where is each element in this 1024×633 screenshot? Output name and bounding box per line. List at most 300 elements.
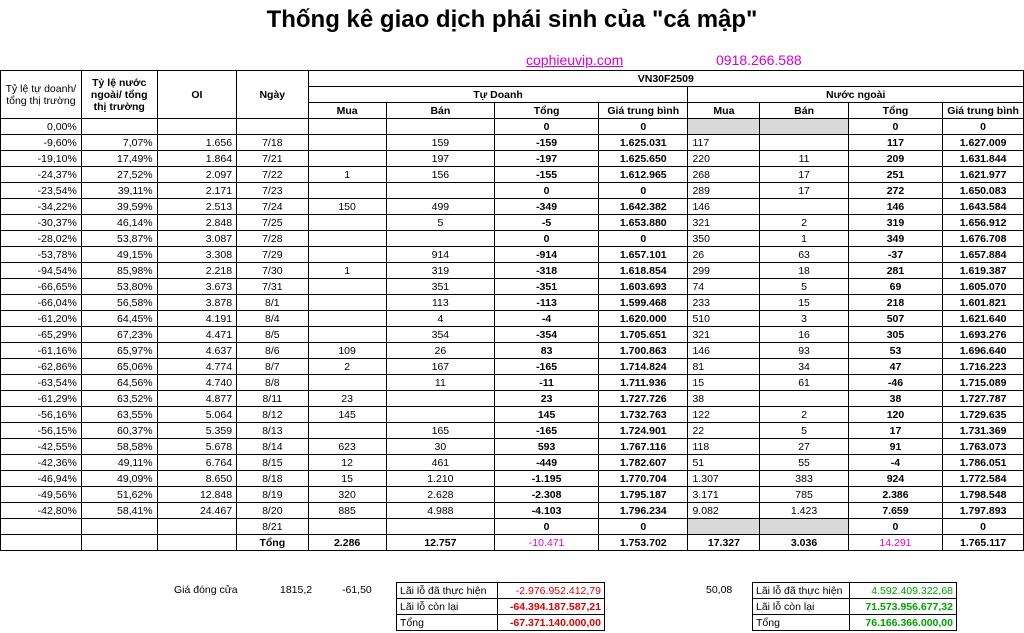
cell-ratio-td: -23,54% [1, 183, 82, 199]
cell-td-buy [308, 295, 386, 311]
header-date: Ngày [237, 71, 309, 119]
cell-nn-buy: 289 [688, 183, 760, 199]
td-remaining-label: Lãi lỗ còn lại [397, 599, 498, 615]
cell-ratio-td: -61,20% [1, 311, 82, 327]
cell-nn-buy: 26 [688, 247, 760, 263]
cell-ratio-td: -34,22% [1, 199, 82, 215]
header-td-buy: Mua [308, 103, 386, 119]
cell-nn-avg: 1.786.051 [943, 455, 1024, 471]
cell-ratio-td: -53,78% [1, 247, 82, 263]
cell-td-total: -449 [495, 455, 599, 471]
cell-nn-buy: 81 [688, 359, 760, 375]
cell-ratio-nn: 53,87% [81, 231, 157, 247]
cell-td-total: -11 [495, 375, 599, 391]
cell-nn-total: 38 [848, 391, 942, 407]
cell-td-avg: 1.727.726 [599, 391, 688, 407]
cell-td-sell [386, 183, 494, 199]
cell-nn-sell: 11 [760, 151, 848, 167]
cell-td-buy [308, 151, 386, 167]
cell-oi: 2.848 [157, 215, 236, 231]
cell-td-sell [386, 119, 494, 135]
cell-ratio-td: -56,16% [1, 407, 82, 423]
cell-nn-sell: 383 [760, 471, 848, 487]
table-row [1, 231, 1024, 247]
cell-ratio-nn: 53,80% [81, 279, 157, 295]
cell-ratio-td: -28,02% [1, 231, 82, 247]
cell-td-buy: 1 [308, 167, 386, 183]
cell-td-sell: 914 [386, 247, 494, 263]
cell-nn-total: 7.659 [848, 503, 942, 519]
cell-ratio-td: -42,80% [1, 503, 82, 519]
cell-td-sell [386, 231, 494, 247]
cell-ratio-nn: 85,98% [81, 263, 157, 279]
cell-nn-total: 251 [848, 167, 942, 183]
cell-nn-buy: 3.171 [688, 487, 760, 503]
cell-nn-sell: 2 [760, 215, 848, 231]
cell-ratio-td: -66,65% [1, 279, 82, 295]
cell-td-total: 0 [495, 119, 599, 135]
cell-td-buy [308, 183, 386, 199]
cell-td-avg: 1.657.101 [599, 247, 688, 263]
cell-oi: 6.764 [157, 455, 236, 471]
cell-date: 8/15 [237, 455, 309, 471]
cell-nn-buy: 9.082 [688, 503, 760, 519]
header-nn-sell: Bán [760, 103, 848, 119]
cell-td-avg: 1.782.607 [599, 455, 688, 471]
table-row [1, 327, 1024, 343]
cell-date: 7/18 [237, 135, 309, 151]
cell-td-buy: 12 [308, 455, 386, 471]
cell-td-avg: 1.603.693 [599, 279, 688, 295]
cell-td-avg: 0 [599, 119, 688, 135]
table-row [1, 167, 1024, 183]
cell-td-buy: 150 [308, 199, 386, 215]
cell-td-buy [308, 247, 386, 263]
cell-oi [157, 519, 236, 535]
nn-realized-value: 4.592.409.322,68 [850, 583, 957, 599]
cell-nn-total: 2.386 [848, 487, 942, 503]
cell-oi: 4.877 [157, 391, 236, 407]
cell-date: 7/23 [237, 183, 309, 199]
cell-nn-avg: 0 [943, 119, 1024, 135]
cell-td-total: -4.103 [495, 503, 599, 519]
cell-td-sell: 4.988 [386, 503, 494, 519]
cell-date: 7/21 [237, 151, 309, 167]
nn-remaining-label: Lãi lỗ còn lại [753, 599, 850, 615]
cell-nn-total: 91 [848, 439, 942, 455]
cell-nn-buy: 51 [688, 455, 760, 471]
cell-td-total: -2.308 [495, 487, 599, 503]
cell-td-total: -159 [495, 135, 599, 151]
cell-nn-avg: 1.657.884 [943, 247, 1024, 263]
cell-ratio-td: -63,54% [1, 375, 82, 391]
cell-td-buy: 109 [308, 343, 386, 359]
cell-td-buy: 1 [308, 263, 386, 279]
cell-date: 7/22 [237, 167, 309, 183]
totals-nn-avg: 1.765.117 [943, 535, 1024, 551]
cell-nn-sell: 5 [760, 423, 848, 439]
cell-td-total: 0 [495, 183, 599, 199]
cell-ratio-nn: 56,58% [81, 295, 157, 311]
cell-nn-total: 17 [848, 423, 942, 439]
cell-td-sell: 167 [386, 359, 494, 375]
cell-nn-buy: 117 [688, 135, 760, 151]
cell-oi: 2.513 [157, 199, 236, 215]
cell-ratio-nn: 58,41% [81, 503, 157, 519]
cell-td-sell: 26 [386, 343, 494, 359]
cell-nn-avg: 1.798.548 [943, 487, 1024, 503]
cell-nn-avg: 1.727.787 [943, 391, 1024, 407]
cell-ratio-nn: 49,11% [81, 455, 157, 471]
cell-nn-avg: 1.627.009 [943, 135, 1024, 151]
header-td-sell: Bán [386, 103, 494, 119]
cell-nn-sell [760, 199, 848, 215]
cell-ratio-nn [81, 119, 157, 135]
td-remaining-value: -64.394.187.587,21 [498, 599, 605, 615]
cell-td-buy [308, 231, 386, 247]
cell-nn-sell: 34 [760, 359, 848, 375]
cell-td-avg: 1.796.234 [599, 503, 688, 519]
cell-ratio-td: -61,29% [1, 391, 82, 407]
close-price-value: 1815,2 [280, 584, 313, 596]
cell-nn-buy: 321 [688, 327, 760, 343]
nn-pnl-table [752, 582, 957, 631]
header-oi: OI [157, 71, 236, 119]
cell-nn-buy: 22 [688, 423, 760, 439]
cell-nn-total: 319 [848, 215, 942, 231]
cell-nn-buy: 350 [688, 231, 760, 247]
table-row [1, 375, 1024, 391]
table-row [1, 503, 1024, 519]
cell-oi: 12.848 [157, 487, 236, 503]
cell-td-avg: 1.700.863 [599, 343, 688, 359]
close-price-label: Giá đóng cửa [174, 584, 238, 596]
cell-oi: 2.097 [157, 167, 236, 183]
cell-nn-total: -4 [848, 455, 942, 471]
cell-nn-buy: 1.307 [688, 471, 760, 487]
cell-ratio-nn: 65,97% [81, 343, 157, 359]
cell-date: 7/24 [237, 199, 309, 215]
cell-nn-buy [688, 119, 760, 135]
cell-ratio-td: -46,94% [1, 471, 82, 487]
cell-date: 8/18 [237, 471, 309, 487]
cell-nn-avg: 1.601.821 [943, 295, 1024, 311]
totals-nn-sell: 3.036 [760, 535, 848, 551]
cell-nn-sell: 17 [760, 183, 848, 199]
cell-nn-sell: 5 [760, 279, 848, 295]
cell-td-total: 145 [495, 407, 599, 423]
cell-ratio-nn: 60,37% [81, 423, 157, 439]
cell-td-avg: 1.625.031 [599, 135, 688, 151]
table-row [1, 391, 1024, 407]
cell-td-total: -165 [495, 359, 599, 375]
cell-ratio-nn: 64,56% [81, 375, 157, 391]
cell-td-sell: 4 [386, 311, 494, 327]
cell-td-sell [386, 519, 494, 535]
cell-ratio-nn: 63,55% [81, 407, 157, 423]
cell-td-avg: 1.711.936 [599, 375, 688, 391]
cell-date [237, 119, 309, 135]
cell-nn-buy: 268 [688, 167, 760, 183]
cell-ratio-td: -9,60% [1, 135, 82, 151]
cell-td-buy: 145 [308, 407, 386, 423]
cell-date: 8/1 [237, 295, 309, 311]
header-nn-avg: Giá trung bình [943, 103, 1024, 119]
cell-td-sell: 113 [386, 295, 494, 311]
header-td-avg: Giá trung bình [599, 103, 688, 119]
cell-td-buy: 623 [308, 439, 386, 455]
cell-nn-buy [688, 519, 760, 535]
cell-nn-total: 281 [848, 263, 942, 279]
totals-empty [81, 535, 157, 551]
cell-nn-sell: 785 [760, 487, 848, 503]
cell-nn-buy: 118 [688, 439, 760, 455]
totals-td-total: -10.471 [495, 535, 599, 551]
totals-nn-buy: 17.327 [688, 535, 760, 551]
cell-nn-total: 0 [848, 519, 942, 535]
cell-td-buy [308, 119, 386, 135]
cell-nn-avg: 1.656.912 [943, 215, 1024, 231]
table-row [1, 135, 1024, 151]
cell-oi: 5.064 [157, 407, 236, 423]
cell-nn-buy: 74 [688, 279, 760, 295]
cell-date: 8/8 [237, 375, 309, 391]
cell-td-avg: 1.599.468 [599, 295, 688, 311]
cell-nn-sell: 1 [760, 231, 848, 247]
cell-td-sell: 499 [386, 199, 494, 215]
cell-td-avg: 1.705.651 [599, 327, 688, 343]
cell-nn-sell: 2 [760, 407, 848, 423]
table-row [1, 247, 1024, 263]
cell-td-sell: 319 [386, 263, 494, 279]
cell-td-buy [308, 135, 386, 151]
cell-nn-avg: 1.621.640 [943, 311, 1024, 327]
table-row [1, 407, 1024, 423]
cell-nn-total: 507 [848, 311, 942, 327]
cell-date: 7/31 [237, 279, 309, 295]
table-row [1, 263, 1024, 279]
nn-realized-label: Lãi lỗ đã thực hiện [753, 583, 850, 599]
cell-nn-total: 0 [848, 119, 942, 135]
cell-date: 8/5 [237, 327, 309, 343]
cell-ratio-td: -56,15% [1, 423, 82, 439]
cell-td-avg: 1.732.763 [599, 407, 688, 423]
table-row [1, 487, 1024, 503]
cell-td-total: -5 [495, 215, 599, 231]
cell-ratio-nn: 64,45% [81, 311, 157, 327]
cell-date: 7/29 [237, 247, 309, 263]
cell-date: 8/19 [237, 487, 309, 503]
cell-td-total: -165 [495, 423, 599, 439]
cell-ratio-td: -24,37% [1, 167, 82, 183]
cell-nn-sell: 16 [760, 327, 848, 343]
cell-nn-avg: 1.605.070 [943, 279, 1024, 295]
cell-ratio-td: -42,36% [1, 455, 82, 471]
cell-nn-total: 47 [848, 359, 942, 375]
cell-td-sell: 5 [386, 215, 494, 231]
cell-nn-buy: 510 [688, 311, 760, 327]
header-td-total: Tổng [495, 103, 599, 119]
cell-nn-avg: 1.715.089 [943, 375, 1024, 391]
cell-td-sell: 165 [386, 423, 494, 439]
cell-ratio-td [1, 519, 82, 535]
table-row [1, 199, 1024, 215]
cell-ratio-nn: 58,58% [81, 439, 157, 455]
cell-td-sell: 1.210 [386, 471, 494, 487]
cell-ratio-td: -66,04% [1, 295, 82, 311]
nn-remaining-value: 71.573.956.677,32 [850, 599, 957, 615]
td-total-label: Tổng [397, 615, 498, 631]
cell-date: 8/11 [237, 391, 309, 407]
td-price-diff: -61,50 [342, 584, 372, 596]
cell-td-total: -351 [495, 279, 599, 295]
cell-nn-buy: 146 [688, 199, 760, 215]
totals-row [1, 535, 1024, 551]
cell-td-sell: 461 [386, 455, 494, 471]
cell-nn-total: 209 [848, 151, 942, 167]
cell-nn-buy: 220 [688, 151, 760, 167]
cell-td-avg: 1.724.901 [599, 423, 688, 439]
cell-date: 8/12 [237, 407, 309, 423]
cell-nn-sell: 15 [760, 295, 848, 311]
cell-oi: 5.359 [157, 423, 236, 439]
cell-nn-total: 120 [848, 407, 942, 423]
cell-nn-avg: 1.631.844 [943, 151, 1024, 167]
cell-td-sell [386, 407, 494, 423]
cell-nn-sell: 61 [760, 375, 848, 391]
cell-nn-sell: 17 [760, 167, 848, 183]
phone-number: 0918.266.588 [716, 52, 802, 68]
header-nn-total: Tổng [848, 103, 942, 119]
cell-nn-total: -46 [848, 375, 942, 391]
cell-nn-avg: 1.716.223 [943, 359, 1024, 375]
cell-td-total: -349 [495, 199, 599, 215]
table-row [1, 343, 1024, 359]
cell-td-buy: 2 [308, 359, 386, 375]
cell-td-avg: 1.612.965 [599, 167, 688, 183]
cell-date: 8/7 [237, 359, 309, 375]
cell-ratio-nn: 49,09% [81, 471, 157, 487]
cell-nn-sell [760, 391, 848, 407]
cell-date: 8/14 [237, 439, 309, 455]
header-tu-doanh: Tự Doanh [308, 87, 688, 103]
cell-nn-total: 146 [848, 199, 942, 215]
cell-td-buy [308, 519, 386, 535]
cell-td-sell: 2.628 [386, 487, 494, 503]
cell-td-sell: 197 [386, 151, 494, 167]
header-ratio-td: Tỷ lệ tự doanh/ tổng thị trường [1, 71, 82, 119]
cell-td-avg: 0 [599, 519, 688, 535]
cell-td-total: -914 [495, 247, 599, 263]
cell-nn-sell: 93 [760, 343, 848, 359]
cell-nn-sell: 1.423 [760, 503, 848, 519]
cell-oi: 1.656 [157, 135, 236, 151]
td-total-value: -67.371.140.000,00 [498, 615, 605, 631]
cell-oi: 4.471 [157, 327, 236, 343]
cell-td-avg: 1.642.382 [599, 199, 688, 215]
cell-ratio-td: -94,54% [1, 263, 82, 279]
cell-td-avg: 1.653.880 [599, 215, 688, 231]
cell-nn-buy: 299 [688, 263, 760, 279]
table-row [1, 359, 1024, 375]
cell-td-buy [308, 327, 386, 343]
cell-td-total: -1.195 [495, 471, 599, 487]
cell-td-buy [308, 423, 386, 439]
cell-nn-total: 924 [848, 471, 942, 487]
cell-ratio-nn: 65,06% [81, 359, 157, 375]
cell-td-sell: 11 [386, 375, 494, 391]
cell-td-total: -318 [495, 263, 599, 279]
table-row [1, 439, 1024, 455]
cell-td-avg: 0 [599, 231, 688, 247]
header-nuoc-ngoai: Nước ngoài [688, 87, 1024, 103]
cell-oi: 24.467 [157, 503, 236, 519]
website-link[interactable]: cophieuvip.com [526, 52, 624, 68]
table-row [1, 455, 1024, 471]
cell-nn-total: 305 [848, 327, 942, 343]
cell-nn-buy: 15 [688, 375, 760, 391]
cell-nn-avg: 1.772.584 [943, 471, 1024, 487]
cell-nn-avg: 1.643.584 [943, 199, 1024, 215]
cell-oi: 2.171 [157, 183, 236, 199]
cell-ratio-td: 0,00% [1, 119, 82, 135]
cell-ratio-nn: 27,52% [81, 167, 157, 183]
cell-nn-total: 117 [848, 135, 942, 151]
cell-td-sell: 159 [386, 135, 494, 151]
cell-ratio-nn: 17,49% [81, 151, 157, 167]
table-row [1, 151, 1024, 167]
cell-ratio-nn: 51,62% [81, 487, 157, 503]
cell-td-sell [386, 391, 494, 407]
cell-oi: 3.087 [157, 231, 236, 247]
cell-oi: 3.878 [157, 295, 236, 311]
cell-td-buy: 885 [308, 503, 386, 519]
td-realized-label: Lãi lỗ đã thực hiện [397, 583, 498, 599]
cell-ratio-nn: 39,59% [81, 199, 157, 215]
cell-td-total: 0 [495, 519, 599, 535]
table-row [1, 183, 1024, 199]
cell-nn-sell: 27 [760, 439, 848, 455]
cell-nn-sell: 63 [760, 247, 848, 263]
cell-td-buy [308, 279, 386, 295]
cell-td-avg: 1.770.704 [599, 471, 688, 487]
cell-td-sell: 156 [386, 167, 494, 183]
cell-td-sell: 354 [386, 327, 494, 343]
totals-empty [1, 535, 82, 551]
cell-td-buy [308, 375, 386, 391]
cell-ratio-nn: 46,14% [81, 215, 157, 231]
cell-date: 7/30 [237, 263, 309, 279]
cell-nn-avg: 1.696.640 [943, 343, 1024, 359]
cell-nn-sell: 18 [760, 263, 848, 279]
cell-oi: 8.650 [157, 471, 236, 487]
cell-td-total: 593 [495, 439, 599, 455]
cell-td-avg: 1.795.187 [599, 487, 688, 503]
cell-ratio-td: -49,56% [1, 487, 82, 503]
cell-oi: 4.774 [157, 359, 236, 375]
cell-nn-sell: 3 [760, 311, 848, 327]
cell-nn-avg: 1.693.276 [943, 327, 1024, 343]
cell-nn-avg: 1.621.977 [943, 167, 1024, 183]
cell-ratio-td: -42,55% [1, 439, 82, 455]
header-nn-buy: Mua [688, 103, 760, 119]
cell-oi [157, 119, 236, 135]
cell-td-avg: 1.625.650 [599, 151, 688, 167]
cell-oi: 1.864 [157, 151, 236, 167]
cell-nn-avg: 1.676.708 [943, 231, 1024, 247]
cell-nn-avg: 1.619.387 [943, 263, 1024, 279]
totals-td-buy: 2.286 [308, 535, 386, 551]
